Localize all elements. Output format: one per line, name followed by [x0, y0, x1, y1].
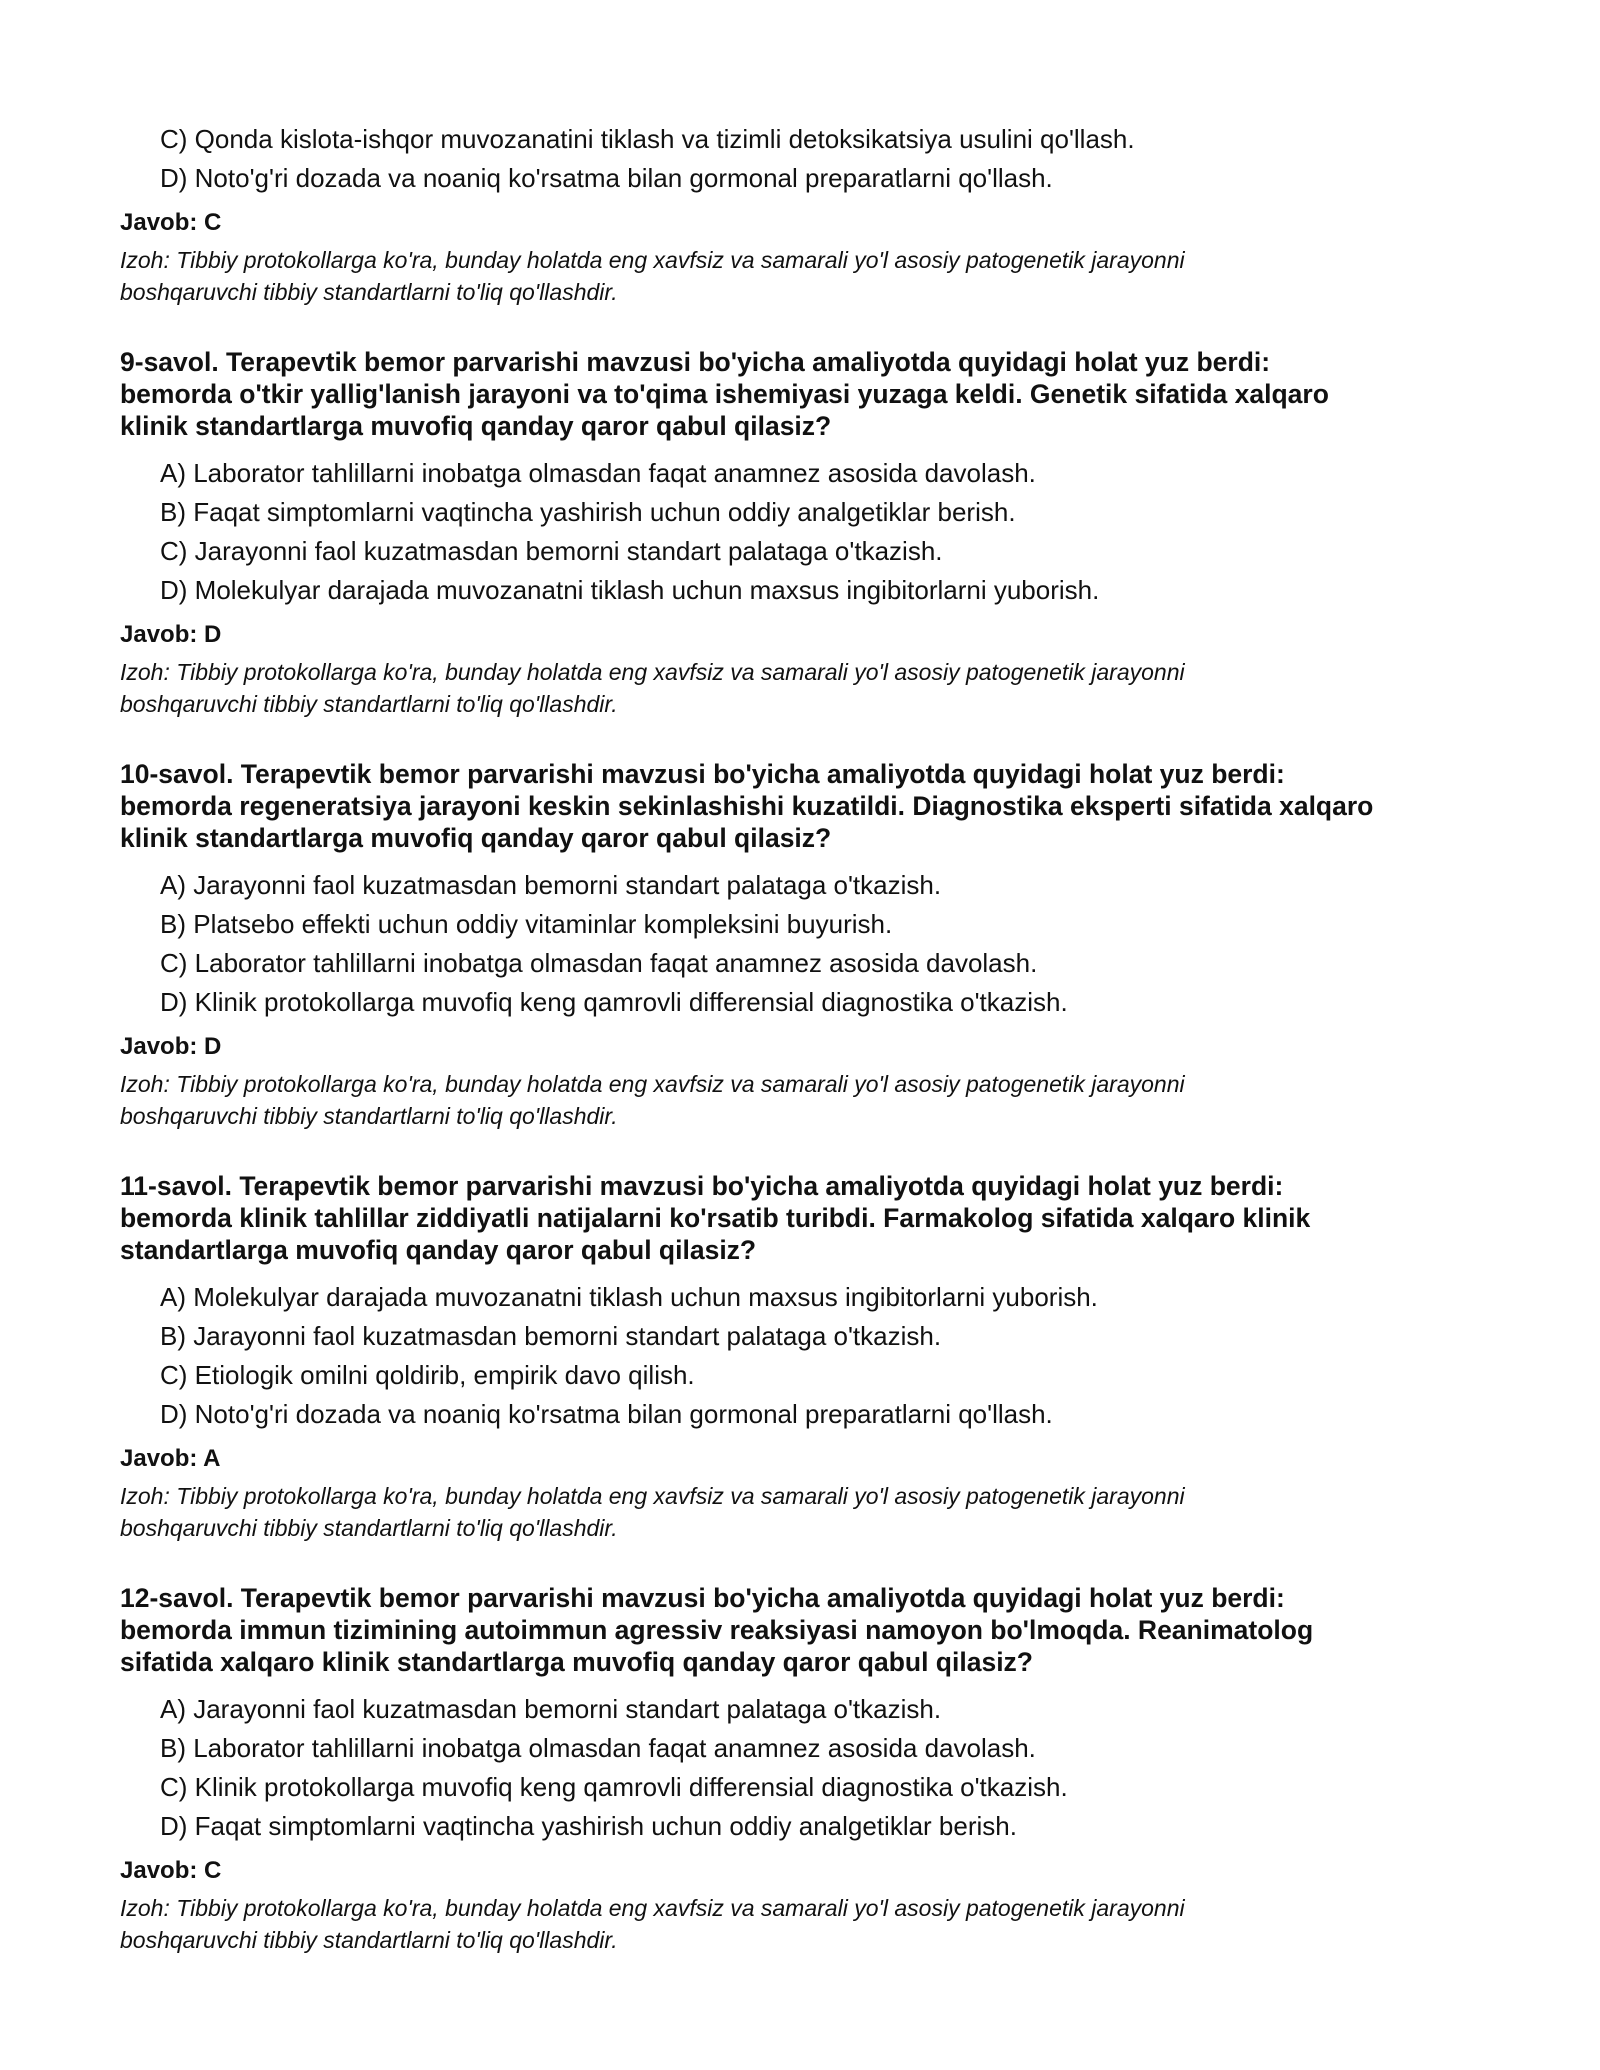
question-title-line: bemorda klinik tahlillar ziddiyatli natijalarni ko'rsatib turibdi. Farmakolog sifatida xalqaro klinik	[120, 1203, 1311, 1233]
option-a: A) Laborator tahlillarni inobatga olmasdan faqat anamnez asosida davolash.	[160, 458, 1036, 488]
option-d: D) Faqat simptomlarni vaqtincha yashirish uchun oddiy analgetiklar berish.	[160, 1811, 1017, 1841]
question-9	[120, 346, 1500, 720]
question-title-line: 10-savol. Terapevtik bemor parvarishi mavzusi bo'yicha amaliyotda quyidagi holat yuz berdi:	[120, 759, 1285, 789]
option-d: D) Noto'g'ri dozada va noaniq ko'rsatma bilan gormonal preparatlarni qo'llash.	[160, 1399, 1053, 1429]
option-b: B) Jarayonni faol kuzatmasdan bemorni standart palataga o'tkazish.	[160, 1321, 942, 1351]
question-title	[120, 1582, 1500, 1678]
question-title-line: 11-savol. Terapevtik bemor parvarishi mavzusi bo'yicha amaliyotda quyidagi holat yuz berdi:	[120, 1171, 1284, 1201]
question-10	[120, 758, 1500, 1132]
explanation-note	[120, 1892, 1500, 1956]
question-title-line: klinik standartlarga muvofiq qanday qaror qabul qilasiz?	[120, 411, 832, 441]
question-title-line: bemorda regeneratsiya jarayoni keskin sekinlashishi kuzatildi. Diagnostika eksperti sifatida xalqaro	[120, 791, 1374, 821]
option-c: C) Etiologik omilni qoldirib, empirik davo qilish.	[160, 1360, 695, 1390]
option-c: C) Laborator tahlillarni inobatga olmasdan faqat anamnez asosida davolash.	[160, 948, 1038, 978]
question-12	[120, 1582, 1500, 1956]
option-b: B) Faqat simptomlarni vaqtincha yashirish uchun oddiy analgetiklar berish.	[160, 497, 1016, 527]
answer-label: Javob: C	[120, 1857, 222, 1884]
option-d: D) Molekulyar darajada muvozanatni tiklash uchun maxsus ingibitorlarni yuborish.	[160, 575, 1100, 605]
note-line: boshqaruvchi tibbiy standartlarni to'liq qo'llashdir.	[120, 1927, 618, 1953]
note-line: boshqaruvchi tibbiy standartlarni to'liq qo'llashdir.	[120, 1103, 618, 1129]
question-8-continuation	[120, 120, 1500, 308]
option-d: D) Noto'g'ri dozada va noaniq ko'rsatma bilan gormonal preparatlarni qo'llash.	[160, 163, 1053, 193]
option-a: A) Jarayonni faol kuzatmasdan bemorni standart palataga o'tkazish.	[160, 870, 942, 900]
question-title-line: standartlarga muvofiq qanday qaror qabul qilasiz?	[120, 1235, 757, 1265]
answer-label: Javob: A	[120, 1445, 221, 1472]
option-b: B) Laborator tahlillarni inobatga olmasdan faqat anamnez asosida davolash.	[160, 1733, 1036, 1763]
note-line: Izoh: Tibbiy protokollarga ko'ra, bunday holatda eng xavfsiz va samarali yo'l asosiy patogenetik jarayonni	[120, 1895, 1185, 1921]
note-line: boshqaruvchi tibbiy standartlarni to'liq qo'llashdir.	[120, 1515, 618, 1541]
option-a: A) Molekulyar darajada muvozanatni tiklash uchun maxsus ingibitorlarni yuborish.	[160, 1282, 1098, 1312]
answer-label: Javob: C	[120, 209, 222, 236]
option-a: A) Jarayonni faol kuzatmasdan bemorni standart palataga o'tkazish.	[160, 1694, 942, 1724]
question-title-line: 12-savol. Terapevtik bemor parvarishi mavzusi bo'yicha amaliyotda quyidagi holat yuz berdi:	[120, 1583, 1285, 1613]
note-line: Izoh: Tibbiy protokollarga ko'ra, bunday holatda eng xavfsiz va samarali yo'l asosiy patogenetik jarayonni	[120, 1071, 1185, 1097]
note-line: Izoh: Tibbiy protokollarga ko'ra, bunday holatda eng xavfsiz va samarali yo'l asosiy patogenetik jarayonni	[120, 659, 1185, 685]
question-title-line: bemorda immun tizimining autoimmun agressiv reaksiyasi namoyon bo'lmoqda. Reanimatolog	[120, 1615, 1314, 1645]
question-title-line: bemorda o'tkir yallig'lanish jarayoni va to'qima ishemiyasi yuzaga keldi. Genetik sifatida xalqaro	[120, 379, 1329, 409]
answer-label: Javob: D	[120, 621, 222, 648]
option-d: D) Klinik protokollarga muvofiq keng qamrovli differensial diagnostika o'tkazish.	[160, 987, 1068, 1017]
document-page	[120, 120, 1500, 1956]
question-title-line: klinik standartlarga muvofiq qanday qaror qabul qilasiz?	[120, 823, 832, 853]
question-title	[120, 1170, 1500, 1266]
option-c: C) Qonda kislota-ishqor muvozanatini tiklash va tizimli detoksikatsiya usulini qo'llash.	[160, 124, 1135, 154]
question-title-line: 9-savol. Terapevtik bemor parvarishi mavzusi bo'yicha amaliyotda quyidagi holat yuz berdi:	[120, 347, 1271, 377]
option-c: C) Jarayonni faol kuzatmasdan bemorni standart palataga o'tkazish.	[160, 536, 943, 566]
explanation-note	[120, 656, 1500, 720]
answer-label: Javob: D	[120, 1033, 222, 1060]
explanation-note	[120, 1068, 1500, 1132]
note-line: Izoh: Tibbiy protokollarga ko'ra, bunday holatda eng xavfsiz va samarali yo'l asosiy patogenetik jarayonni	[120, 247, 1185, 273]
question-11	[120, 1170, 1500, 1544]
note-line: boshqaruvchi tibbiy standartlarni to'liq qo'llashdir.	[120, 691, 618, 717]
question-title-line: sifatida xalqaro klinik standartlarga muvofiq qanday qaror qabul qilasiz?	[120, 1647, 1033, 1677]
option-c: C) Klinik protokollarga muvofiq keng qamrovli differensial diagnostika o'tkazish.	[160, 1772, 1068, 1802]
question-title	[120, 758, 1500, 854]
note-line: Izoh: Tibbiy protokollarga ko'ra, bunday holatda eng xavfsiz va samarali yo'l asosiy patogenetik jarayonni	[120, 1483, 1185, 1509]
explanation-note	[120, 1480, 1500, 1544]
question-title	[120, 346, 1500, 442]
note-line: boshqaruvchi tibbiy standartlarni to'liq qo'llashdir.	[120, 279, 618, 305]
explanation-note	[120, 244, 1500, 308]
option-b: B) Platsebo effekti uchun oddiy vitaminlar kompleksini buyurish.	[160, 909, 893, 939]
